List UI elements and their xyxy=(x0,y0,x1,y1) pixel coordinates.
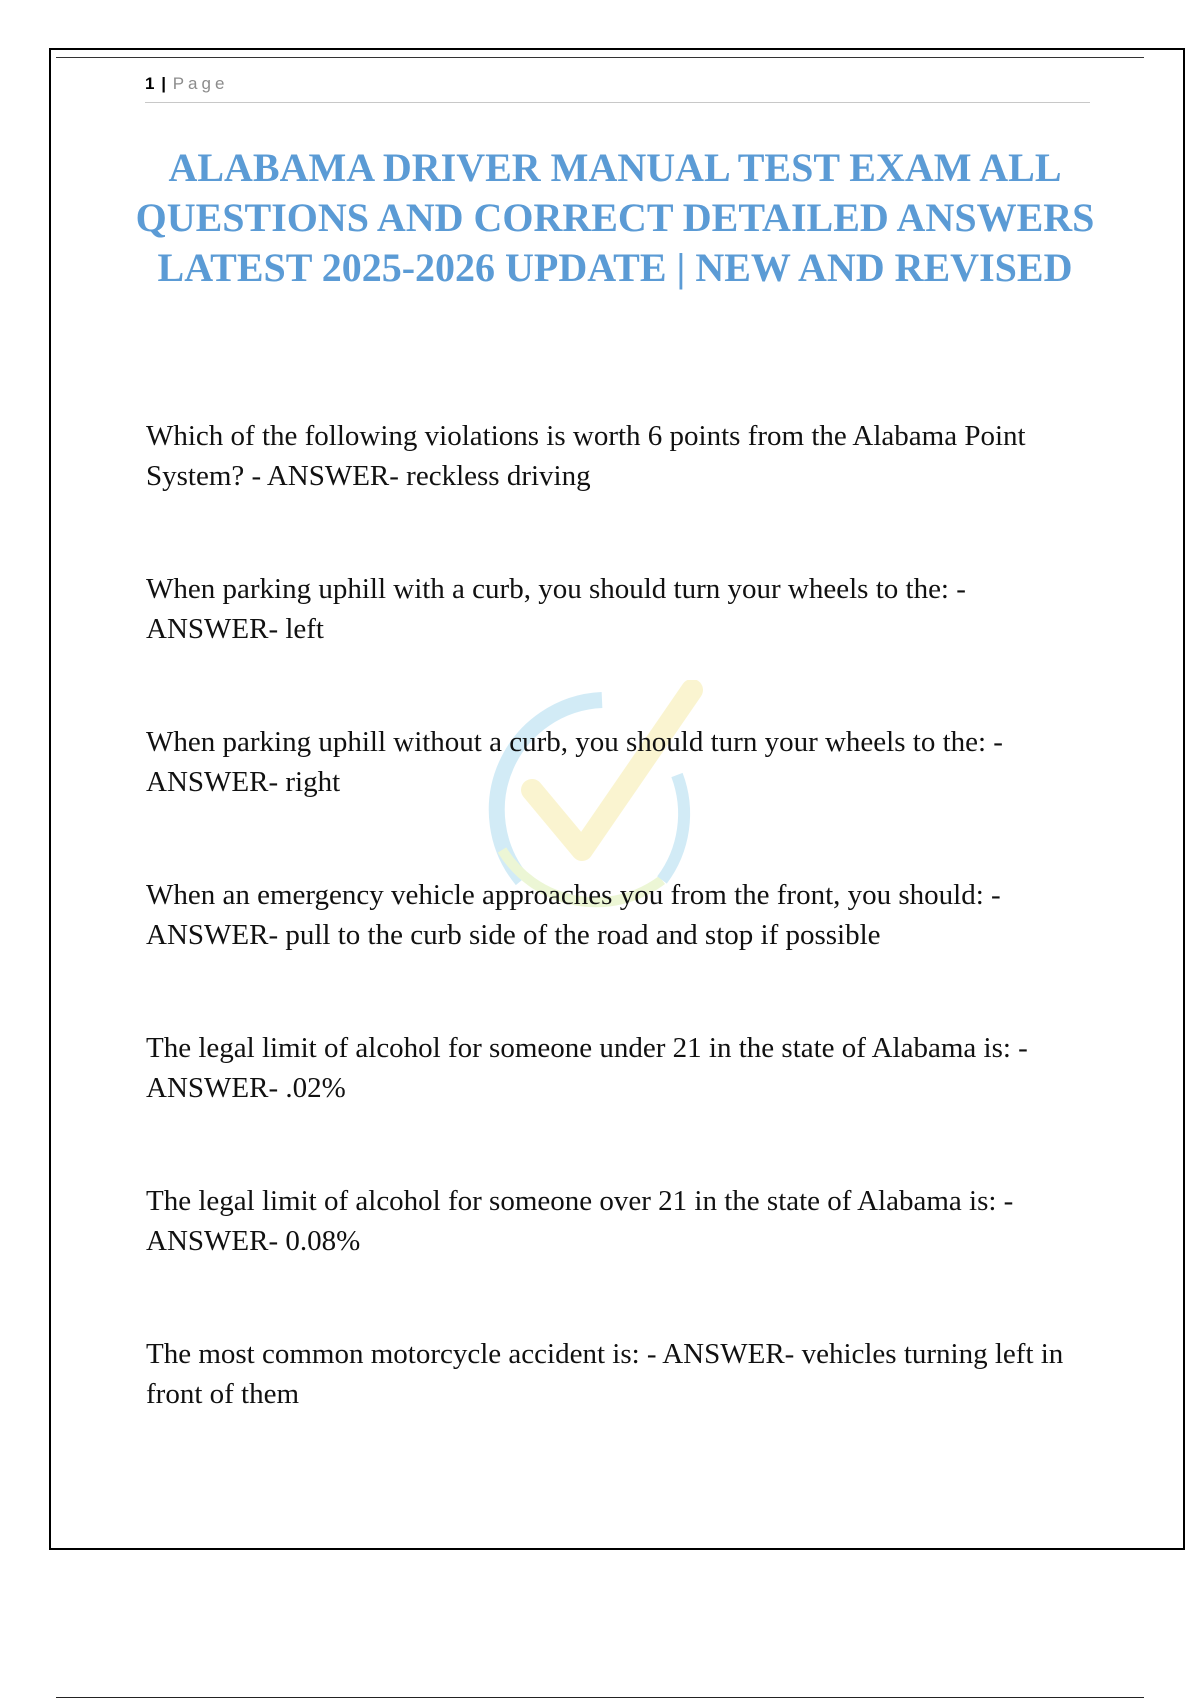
qa-item: The legal limit of alcohol for someone over 21 in the state of Alabama is: - ANSWER- 0.08% xyxy=(146,1185,1014,1257)
bottom-rule xyxy=(56,1697,1144,1698)
qa-item: Which of the following violations is worth 6 points from the Alabama Point System? - ANSWER- reckless driving xyxy=(146,420,1026,492)
qa-item: The most common motorcycle accident is: - ANSWER- vehicles turning left in front of them xyxy=(146,1338,1064,1410)
qa-item: When parking uphill with a curb, you should turn your wheels to the: - ANSWER- left xyxy=(146,573,966,645)
qa-item: The legal limit of alcohol for someone under 21 in the state of Alabama is: - ANSWER- .02% xyxy=(146,1032,1028,1104)
page-separator: | xyxy=(161,74,166,93)
page-number: 1 xyxy=(145,74,155,93)
document-title: ALABAMA DRIVER MANUAL TEST EXAM ALL QUESTIONS AND CORRECT DETAILED ANSWERS LATEST 2025-2026 UPDATE | NEW AND REVISED xyxy=(135,145,1095,290)
qa-list xyxy=(146,416,1096,1487)
qa-item: When parking uphill without a curb, you should turn your wheels to the: - ANSWER- right xyxy=(146,726,1003,798)
page-label: Page xyxy=(172,74,229,93)
page-header xyxy=(145,74,1090,103)
qa-item: When an emergency vehicle approaches you from the front, you should: - ANSWER- pull to the curb side of the road and stop if possible xyxy=(146,879,1001,951)
